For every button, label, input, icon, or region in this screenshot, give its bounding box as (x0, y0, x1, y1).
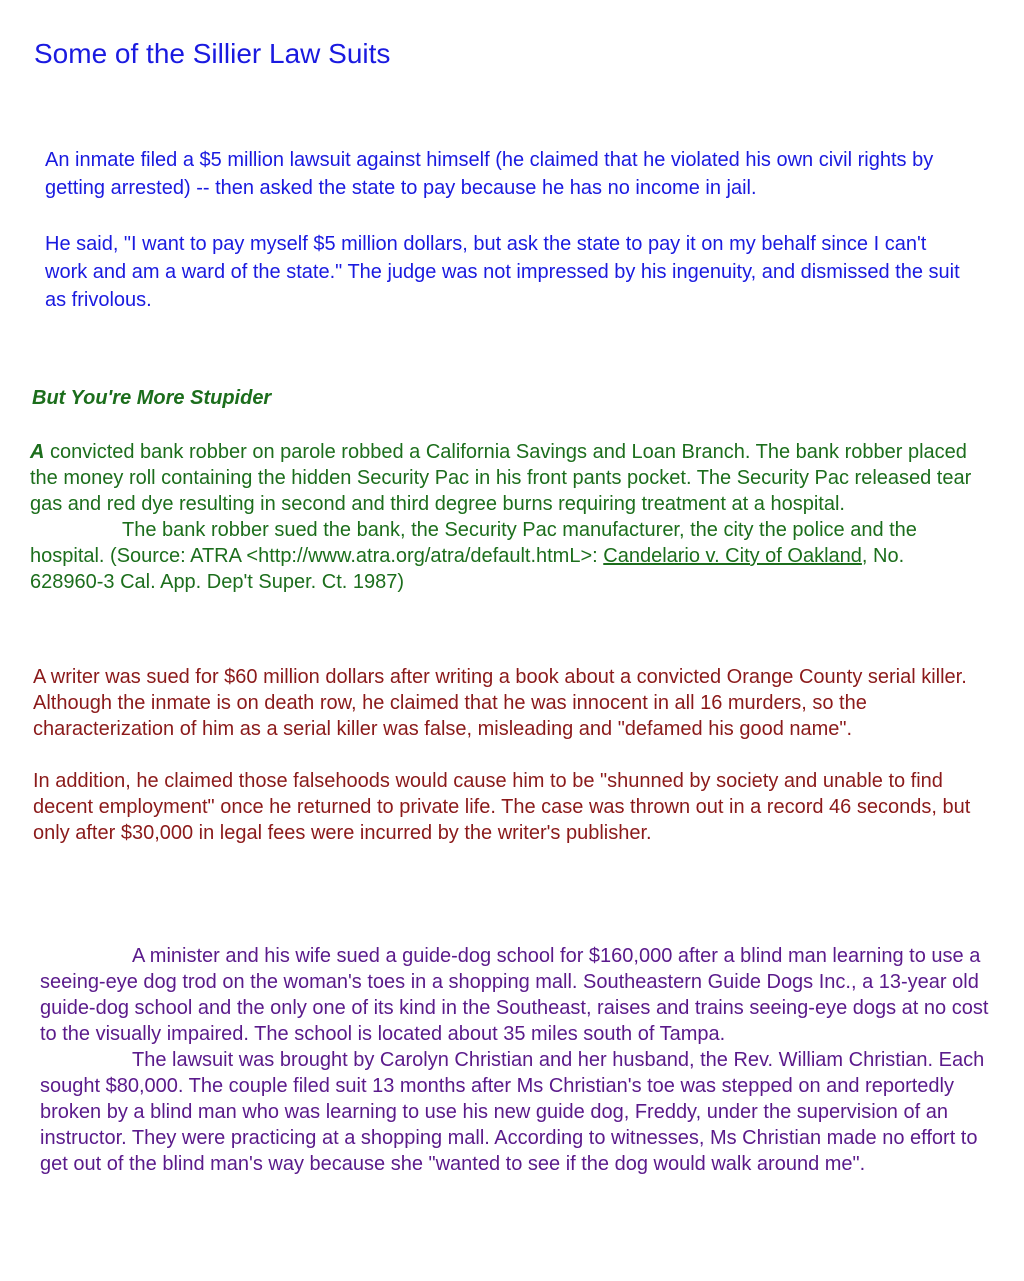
story-paragraph: In addition, he claimed those falsehoods would cause him to be "shunned by society and unable to find decent employment" once he returned to private life. The case was thrown out in a record 46 seconds, but only after $30,000 in legal fees were incurred by the writer's publisher. (33, 770, 971, 844)
drop-lead-letter: A (30, 441, 45, 463)
story-bank-robber (30, 439, 1024, 595)
section-heading: But You're More Stupider (32, 387, 272, 409)
story-inmate-lawsuit (45, 146, 965, 314)
story-paragraph: He said, "I want to pay myself $5 million dollars, but ask the state to pay it on my behalf since I can't work and am a ward of the state." The judge was not impressed by his ingenuity, and dismissed the suit as frivolous. (45, 233, 960, 311)
story-text: hospital. (Source: ATRA <http://www.atra.org/atra/default.htmL>: (30, 545, 604, 567)
story-paragraph: A writer was sued for $60 million dollars after writing a book about a convicted Orange County serial killer. Although the inmate is on death row, he claimed that he was innocent in all 16 murders, so the characterization of him as a serial killer was false, misleading and "defamed his good name". (33, 666, 967, 740)
story-text: , No. (861, 545, 905, 567)
story-line (30, 439, 1024, 465)
story-line: 628960-3 Cal. App. Dep't Super. Ct. 1987) (30, 571, 405, 593)
story-paragraph (40, 1047, 990, 1177)
story-line (30, 517, 1024, 543)
story-writer-sued (33, 664, 1008, 846)
story-line: gas and red dye resulting in second and third degree burns requiring treatment at a hospital. (30, 493, 845, 515)
story-text: convicted bank robber on parole robbed a California Savings and Loan Branch. The bank robber placed (44, 441, 967, 463)
story-paragraph (40, 943, 990, 1047)
page-title: Some of the Sillier Law Suits (34, 38, 391, 69)
story-line (30, 543, 1024, 569)
story-text: A minister and his wife sued a guide-dog school for $160,000 after a blind man learning to use a seeing-eye dog trod on the woman's toes in a shopping mall. Southeastern Guide Dogs Inc., a 13-year old guide-dog school and the only one of its kind in the Southeast, raises and trains seeing-eye dogs at no cost to the visually impaired. The school is located about 35 miles south of Tampa. (40, 945, 989, 1045)
case-citation-link[interactable]: Candelario v. City of Oakland (603, 545, 862, 567)
story-line: the money roll containing the hidden Security Pac in his front pants pocket. The Security Pac released tear (30, 467, 972, 489)
story-guide-dog (40, 943, 990, 1177)
story-text: The lawsuit was brought by Carolyn Christian and her husband, the Rev. William Christian. Each sought $80,000. The couple filed suit 13 months after Ms Christian's toe was stepped on and reportedly broken by a blind man who was learning to use his new guide dog, Freddy, under the supervision of an instructor. They were practicing at a shopping mall. According to witnesses, Ms Christian made no effort to get out of the blind man's way because she "wanted to see if the dog would walk around me". (40, 1049, 985, 1175)
story-text: The bank robber sued the bank, the Security Pac manufacturer, the city the police and the (122, 519, 917, 541)
story-paragraph: An inmate filed a $5 million lawsuit against himself (he claimed that he violated his own civil rights by getting arrested) -- then asked the state to pay because he has no income in jail. (45, 149, 934, 199)
